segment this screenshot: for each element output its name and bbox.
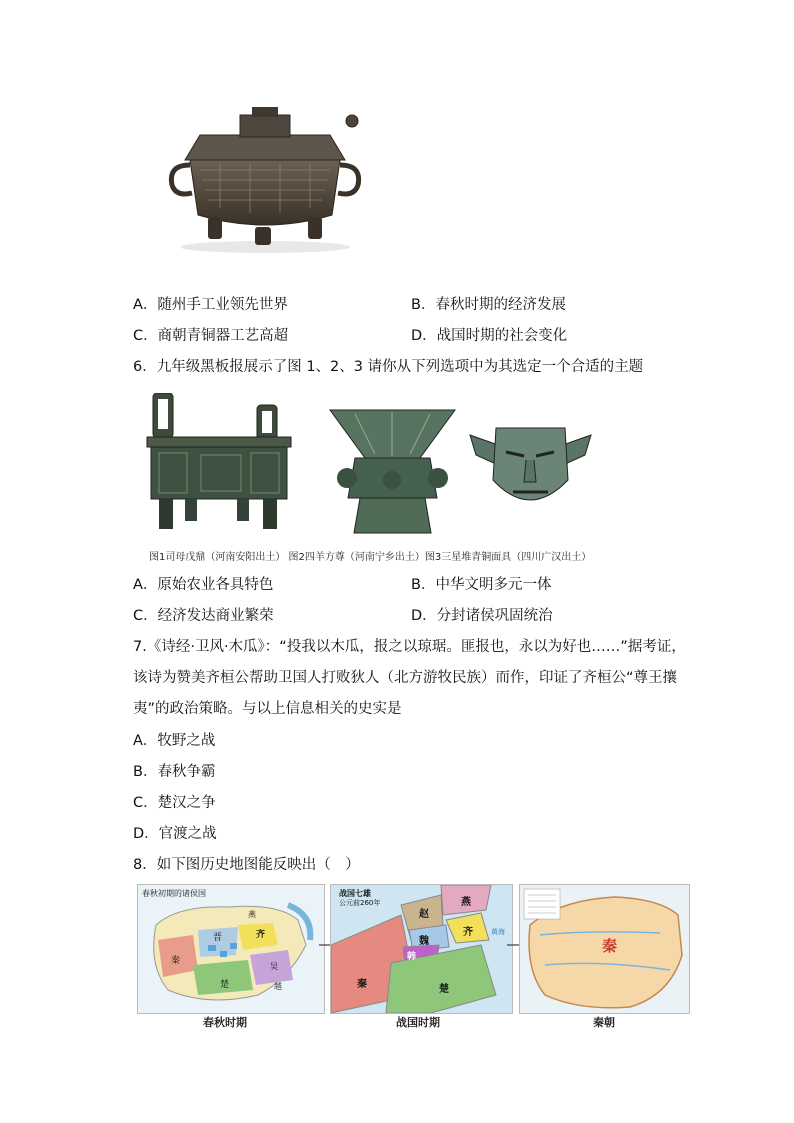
map1-label-chu: 楚 (220, 980, 230, 990)
q5-option-c: C．商朝青铜器工艺高超 (133, 328, 289, 344)
q7-option-b: B．春秋争霸 (133, 764, 216, 780)
q6-option-d: D．分封诸侯巩固统治 (411, 608, 553, 624)
q8-stem: 8．如下图历史地图能反映出（ ） (133, 857, 360, 873)
q5-option-b: B．春秋时期的经济发展 (411, 297, 566, 313)
q7-option-a: A．牧野之战 (133, 733, 216, 749)
map1-label-qin: 秦 (171, 956, 181, 966)
map2-label-qi: 齐 (463, 927, 473, 938)
q6-stem: 6．九年级黑板报展示了图 1、2、3 请你从下列选项中为其选定一个合适的主题 (133, 359, 644, 375)
map1-label-yue: 越 (274, 982, 282, 991)
map2-label-chu: 楚 (439, 984, 449, 995)
bronze-jian-fou-image (160, 105, 370, 255)
map1-label-yan: 燕 (248, 910, 256, 919)
q7-stem-line2: 该诗为赞美齐桓公帮助卫国人打败狄人（北方游牧民族）而作，印证了齐桓公“尊王攘 (133, 670, 678, 686)
q7-option-c: C．楚汉之争 (133, 795, 216, 811)
simuwu-ding-image (145, 393, 295, 538)
map2-label-qin: 秦 (357, 979, 367, 990)
warring-states-map-subtitle: 公元前260年 (339, 899, 381, 907)
map2-label-yan: 燕 (461, 897, 471, 908)
q6-option-a: A．原始农业各具特色 (133, 577, 274, 593)
spring-autumn-map-title: 春秋初期的诸侯国 (142, 889, 206, 898)
map2-label-wei: 魏 (419, 936, 429, 947)
four-goat-zun-image (325, 408, 460, 538)
qin-dynasty-map (519, 884, 690, 1014)
qin-dynasty-caption: 秦朝 (593, 1016, 615, 1029)
map1-label-wu: 吴 (270, 962, 278, 971)
map2-label-yellow-sea: 黄海 (491, 928, 505, 936)
map1-label-jin: 晋 (213, 933, 223, 943)
q6-option-c: C．经济发达商业繁荣 (133, 608, 274, 624)
warring-states-map (330, 884, 513, 1014)
q5-option-a: A．随州手工业领先世界 (133, 297, 288, 313)
q6-option-b: B．中华文明多元一体 (411, 577, 552, 593)
warring-states-caption: 战国时期 (396, 1016, 440, 1029)
q7-stem-line3: 夷”的政治策略。与以上信息相关的史实是 (133, 701, 402, 717)
spring-autumn-map (137, 884, 325, 1014)
map3-label-qin: 秦 (602, 937, 618, 955)
warring-states-map-title: 战国七雄 (339, 889, 371, 898)
q5-option-d: D．战国时期的社会变化 (411, 328, 568, 344)
map2-label-zhao: 赵 (419, 909, 429, 920)
sanxingdui-mask-image (468, 420, 593, 525)
map2-label-han: 韩 (407, 952, 417, 962)
q7-stem-line1: 7.《诗经·卫风·木瓜》：“投我以木瓜，报之以琼琚。匪报也，永以为好也……”据考证， (133, 639, 686, 655)
map1-label-qi: 齐 (256, 930, 266, 940)
q6-figure-caption: 图1司母戊鼎（河南安阳出土） 图2四羊方尊（河南宁乡出土）图3三星堆青铜面具（四川广汉出土） (149, 552, 592, 563)
q7-option-d: D．官渡之战 (133, 826, 217, 842)
spring-autumn-caption: 春秋时期 (203, 1016, 247, 1029)
